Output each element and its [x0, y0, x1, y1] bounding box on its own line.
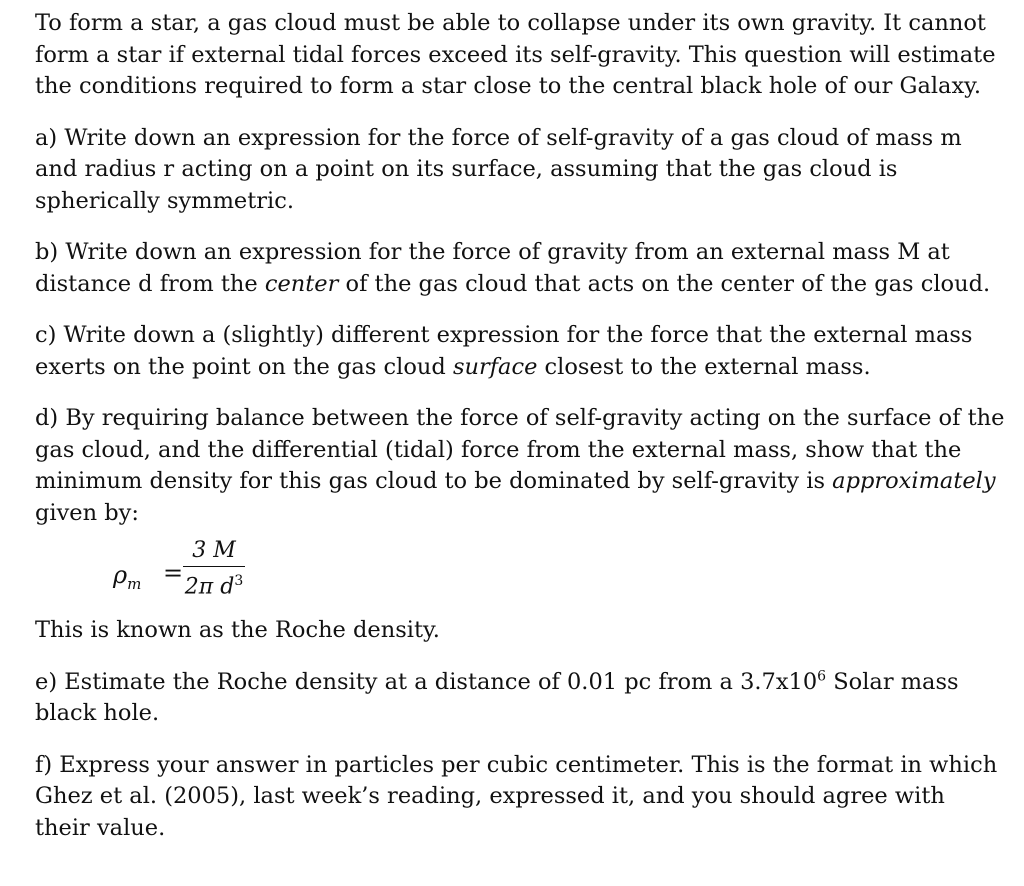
part-b-text-2: of the gas cloud that acts on the center of the gas cloud.	[338, 270, 991, 297]
part-c-emphasis: surface	[452, 353, 538, 380]
part-e-paragraph	[35, 667, 1005, 730]
part-b-emphasis: center	[264, 270, 339, 297]
roche-note-paragraph: This is known as the Roche density.	[35, 617, 440, 643]
document-body	[35, 8, 1005, 844]
formula-rho: ρ	[113, 561, 128, 589]
formula-fraction	[183, 537, 245, 601]
part-e-exponent: 6	[817, 668, 827, 684]
roche-density-formula	[35, 537, 1005, 609]
formula-numerator: 3 M	[192, 538, 236, 563]
formula-denominator	[183, 567, 245, 601]
part-e-text-1: e) Estimate the Roche density at a distance of 0.01 pc from a 3.7x10	[35, 668, 818, 695]
formula-equals: =	[163, 559, 184, 587]
formula-denominator-exponent: 3	[234, 573, 244, 589]
part-b-paragraph	[35, 237, 1005, 300]
formula-lhs	[113, 561, 141, 593]
part-d-text-2: given by:	[35, 499, 139, 526]
formula-rho-subscript: m	[127, 574, 142, 593]
part-c-text-2: closest to the external mass.	[537, 353, 871, 380]
part-f-paragraph: f) Express your answer in particles per cubic centimeter. This is the format in which Ghez et al. (2005), last week’s reading, expressed it, and you should agree with their value.	[35, 751, 998, 841]
part-c-text-1: c) Write down a (slightly) different expression for the force that the external mass exerts on the point on the gas cloud	[35, 322, 973, 380]
part-c-paragraph	[35, 320, 1005, 383]
part-b-text-1: b) Write down an expression for the force of gravity from an external mass M at distance d from the	[35, 239, 950, 297]
part-d-text-1: d) By requiring balance between the force of self-gravity acting on the surface of the gas cloud, and the differential (tidal) force from the external mass, show that the minimum density for this gas cloud to be dominated by self-gravity is	[35, 405, 1005, 494]
intro-paragraph: To form a star, a gas cloud must be able to collapse under its own gravity. It cannot form a star if external tidal forces exceed its self-gravity. This question will estimate the conditions required to form a star close to the central black hole of our Galaxy.	[35, 10, 996, 99]
part-d-emphasis: approximately	[832, 468, 996, 494]
formula-denominator-base: 2π d	[184, 574, 235, 600]
part-e-text-2: Solar mass black hole.	[35, 668, 959, 726]
part-a-paragraph: a) Write down an expression for the force of self-gravity of a gas cloud of mass m and radius r acting on a point on its surface, assuming that the gas cloud is spherically symmetric.	[35, 124, 962, 214]
part-d-paragraph	[35, 403, 1005, 529]
